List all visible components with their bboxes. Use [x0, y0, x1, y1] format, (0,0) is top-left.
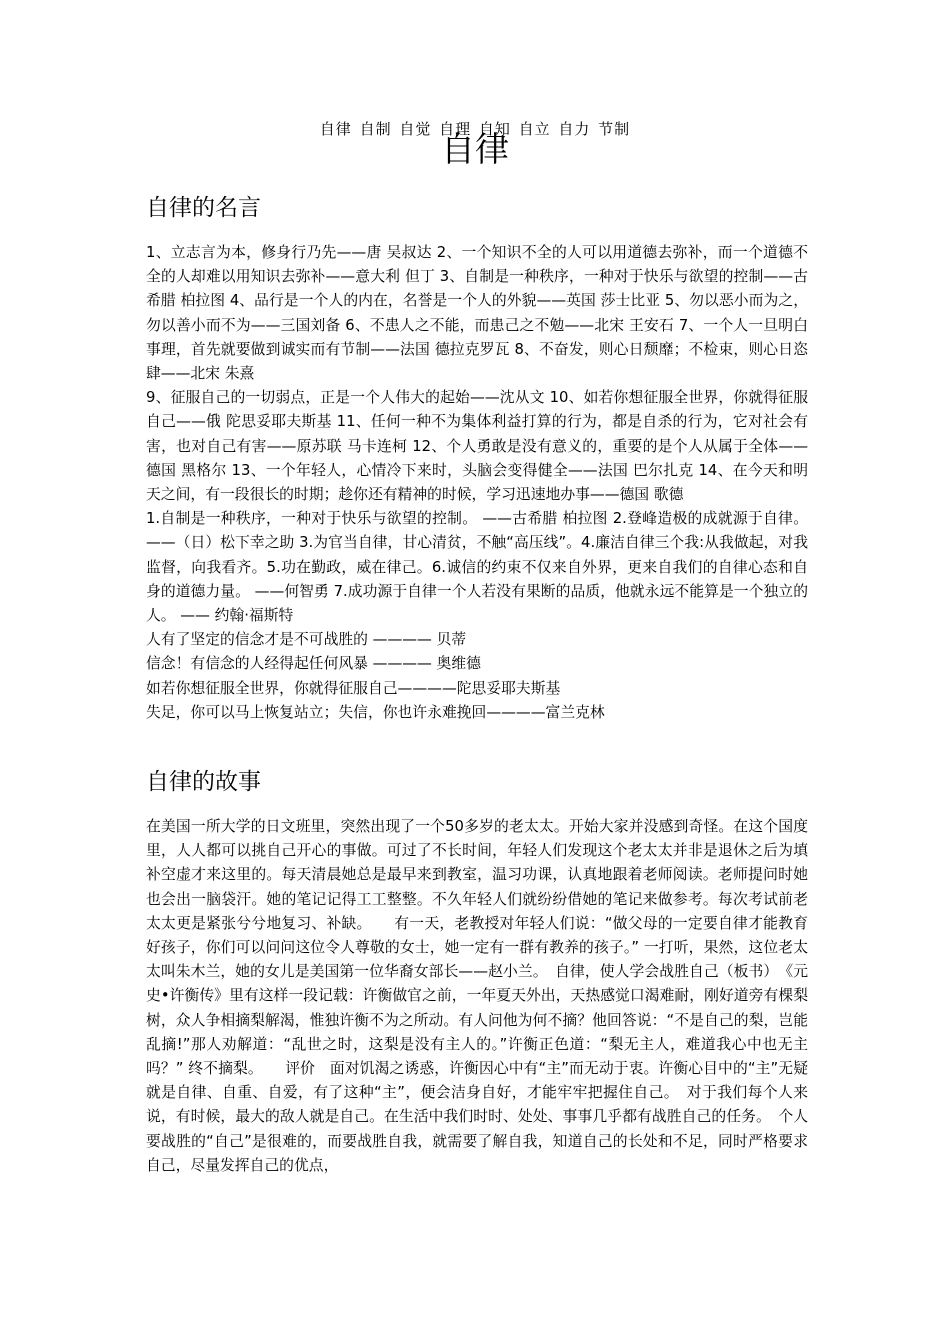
quote-line-3: 如若你想征服全世界，你就得征服自己————陀思妥耶夫斯基	[146, 679, 561, 697]
section-heading-quotes: 自律的名言	[146, 195, 261, 221]
quotes-paragraph-1: 1、立志言为本，修身行乃先——唐 吴叔达 2、一个知识不全的人可以用道德去弥补，而一个道德不全的人却难以用知识去弥补——意大利 但丁 3、自制是一种秩序，一种对于快乐与欲望的控制——古希腊 柏拉图 4、品行是一个人的内在，名誉是一个人的外貌——英国 莎士比亚 5、勿以恶小而为之，勿以善小而不为——三国刘备 6、不患人之不能，而患己之不勉——北宋 王安石 7、一个人一旦明白事理，首先就要做到诚实而有节制——法国 德拉克罗瓦 8、不奋发，则心日颓靡；不检束，则心日恣肆——北宋 朱熹	[146, 244, 808, 383]
quotes-block	[146, 241, 808, 725]
quotes-paragraph-3: 1.自制是一种秩序，一种对于快乐与欲望的控制。 ——古希腊 柏拉图 2.登峰造极的成就源于自律。——（日）松下幸之助 3.为官当自律，甘心清贫，不触“高压线”。4.廉洁自律三个我:从我做起，对我监督，向我看齐。5.功在勤政，威在律己。6.诚信的约束不仅来自外界，更来自我们的自律心态和自身的道德力量。 ——何智勇 7.成功源于自律一个人若没有果断的品质，他就永远不能算是一个独立的人。 —— 约翰·福斯特	[146, 510, 808, 625]
quotes-paragraph-2: 9、征服自己的一切弱点，正是一个人伟大的起始——沈从文 10、如若你想征服全世界，你就得征服自己——俄 陀思妥耶夫斯基 11、任何一种不为集体利益打算的行为，都是自杀的行为，它对社会有害，也对自己有害——原苏联 马卡连柯 12、个人勇敢是没有意义的，重要的是个人从属于全体——德国 黑格尔 13、一个年轻人，心情冷下来时，头脑会变得健全——法国 巴尔扎克 14、在今天和明天之间，有一段很长的时期；趁你还有精神的时候，学习迅速地办事——德国 歌德	[146, 389, 808, 504]
quote-line-2: 信念！有信念的人经得起任何风暴 ———— 奥维德	[146, 655, 481, 673]
story-paragraph: 在美国一所大学的日文班里，突然出现了一个50多岁的老太太。开始大家并没感到奇怪。在这个国度里，人人都可以挑自己开心的事做。可过了不长时间，年轻人们发现这个老太太并非是退休之后为填补空虚才来这里的。每天清晨她总是最早来到教室，温习功课，认真地跟着老师阅读。老师提问时她也会出一脑袋汗。她的笔记记得工工整整。不久年轻人们就纷纷借她的笔记来做参考。每次考试前老太太更是紧张兮兮地复习、补缺。 有一天，老教授对年轻人们说：“做父母的一定要自律才能教育好孩子，你们可以问问这位令人尊敬的女士，她一定有一群有教养的孩子。” 一打听，果然，这位老太太叫朱木兰，她的女儿是美国第一位华裔女部长——赵小兰。 自律，使人学会战胜自己（板书） 《元史•许衡传》里有这样一段记载：许衡做官之前，一年夏天外出，天热感觉口渴难耐，刚好道旁有棵梨树，众人争相摘梨解渴，惟独许衡不为之所动。有人问他为何不摘？他回答说：“不是自己的梨，岂能乱摘!”那人劝解道：“乱世之时，这梨是没有主人的。”许衡正色道：“梨无主人，难道我心中也无主吗？” 终不摘梨。 评价 面对饥渴之诱惑，许衡因心中有“主”而无动于衷。许衡心目中的“主”无疑就是自律、自重、自爱，有了这种“主”，便会洁身自好，才能牢牢把握住自己。 对于我们每个人来说，有时候，最大的敌人就是自己。在生活中我们时时、处处、事事几乎都有战胜自己的任务。 个人要战胜的“自己”是很难的，而要战胜自我，就需要了解自我，知道自己的长处和不足，同时严格要求自己，尽量发挥自己的优点，	[146, 818, 808, 1174]
page-title: 自律	[441, 130, 509, 170]
section-heading-story: 自律的故事	[146, 769, 261, 795]
story-block	[146, 815, 808, 1178]
header-keywords: 自律 自制 自觉 自理 自知 自立 自力 节制	[319, 120, 631, 138]
quote-line-4: 失足，你可以马上恢复站立；失信，你也许永难挽回————富兰克林	[146, 703, 605, 721]
quote-line-1: 人有了坚定的信念才是不可战胜的 ———— 贝蒂	[146, 631, 467, 649]
